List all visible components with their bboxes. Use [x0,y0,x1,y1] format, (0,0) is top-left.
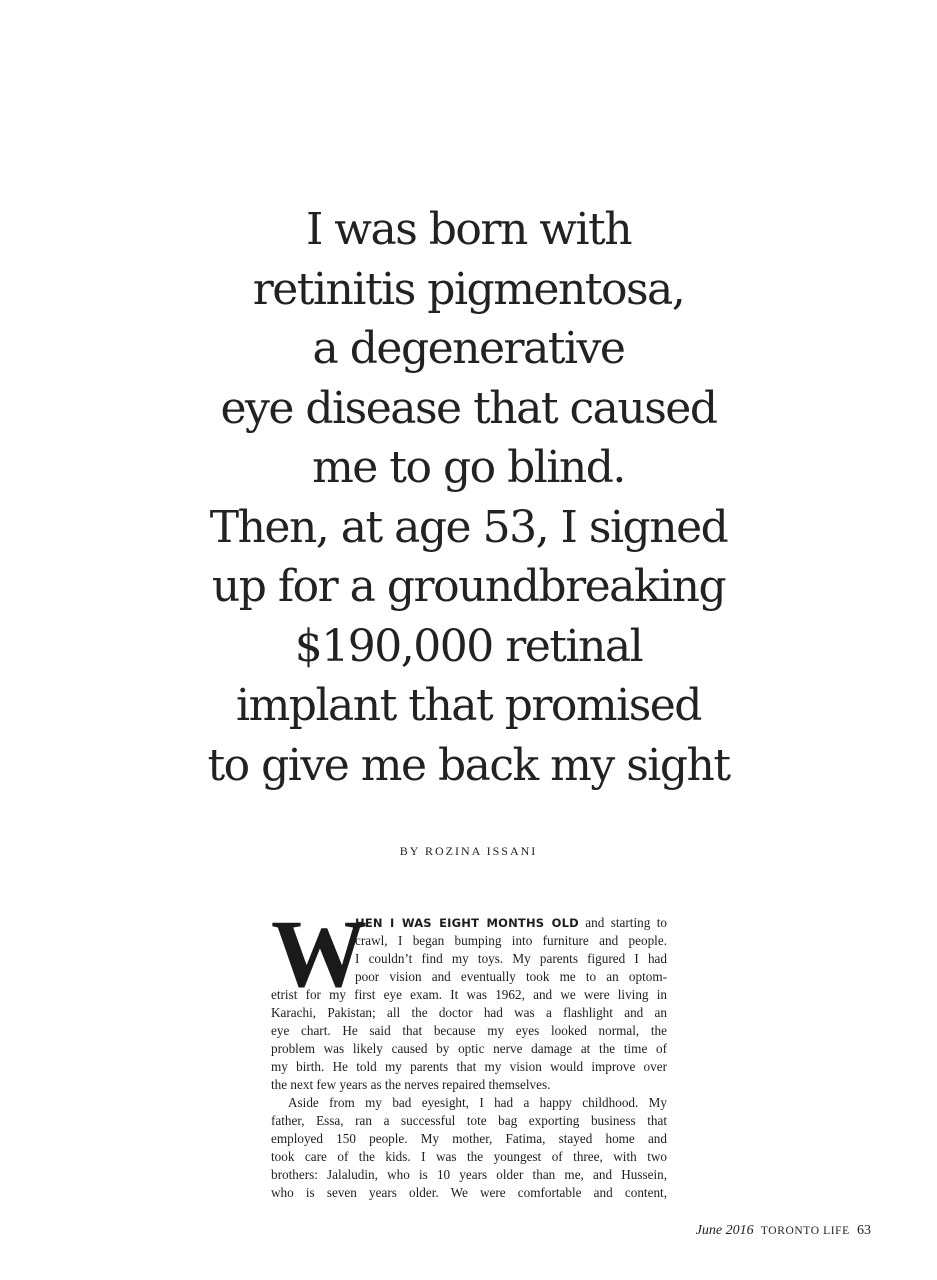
headline-line: me to go blind. [312,442,625,493]
article-line: crawl, I began bumping into furniture and people. [355,933,667,948]
article-line: problem was likely caused by optic nerve damage at the time of [271,1041,667,1056]
article-line: poor vision and eventually took me to an optom- [355,969,667,984]
page-footer [696,1222,871,1239]
issue-date: June 2016 [695,1223,754,1238]
headline-line: to give me back my sight [207,739,730,791]
article-line: etrist for my first eye exam. It was 1962, and we were living in [271,987,667,1002]
article-line: took care of the kids. I was the youngest of three, with two [271,1149,667,1164]
article-line: I couldn’t find my toys. My parents figured I had [355,951,667,966]
article-line: eye chart. He said that because my eyes looked normal, the [271,1023,667,1038]
drop-cap: W [271,900,363,1007]
article-line-text: and starting to [578,915,667,930]
headline-line: up for a groundbreaking [211,561,726,612]
article-line: brothers: Jalaludin, who is 10 years older than me, and Hussein, [271,1167,667,1182]
headline-line: Then, at age 53, I signed [209,501,728,553]
byline: BY ROZINA ISSANI [399,844,538,858]
article-line: employed 150 people. My mother, Fatima, stayed home and [271,1131,667,1146]
headline-line: I was born with [305,204,632,255]
article-line: Karachi, Pakistan; all the doctor had was a flashlight and an [271,1005,667,1020]
headline-line: eye disease that caused [220,382,717,434]
article-line: Aside from my bad eyesight, I had a happy childhood. My [288,1095,667,1110]
article-body [271,914,667,1202]
article-line: my birth. He told my parents that my vision would improve over [271,1059,667,1074]
article-line [271,914,667,932]
headline-line: $190,000 retinal [294,620,643,672]
article-line: the next few years as the nerves repaired themselves. [271,1077,551,1092]
headline [0,200,937,795]
page-number: 63 [857,1223,871,1238]
headline-line: a degenerative [312,323,625,374]
headline-line: implant that promised [236,680,701,731]
article-line: who is seven years older. We were comfortable and content, [271,1185,667,1200]
article-line: father, Essa, ran a successful tote bag exporting business that [271,1113,667,1128]
magazine-name: TORONTO LIFE [760,1225,850,1237]
lead-in: HEN I WAS EIGHT MONTHS OLD [355,916,579,930]
headline-line: retinitis pigmentosa, [252,263,685,315]
